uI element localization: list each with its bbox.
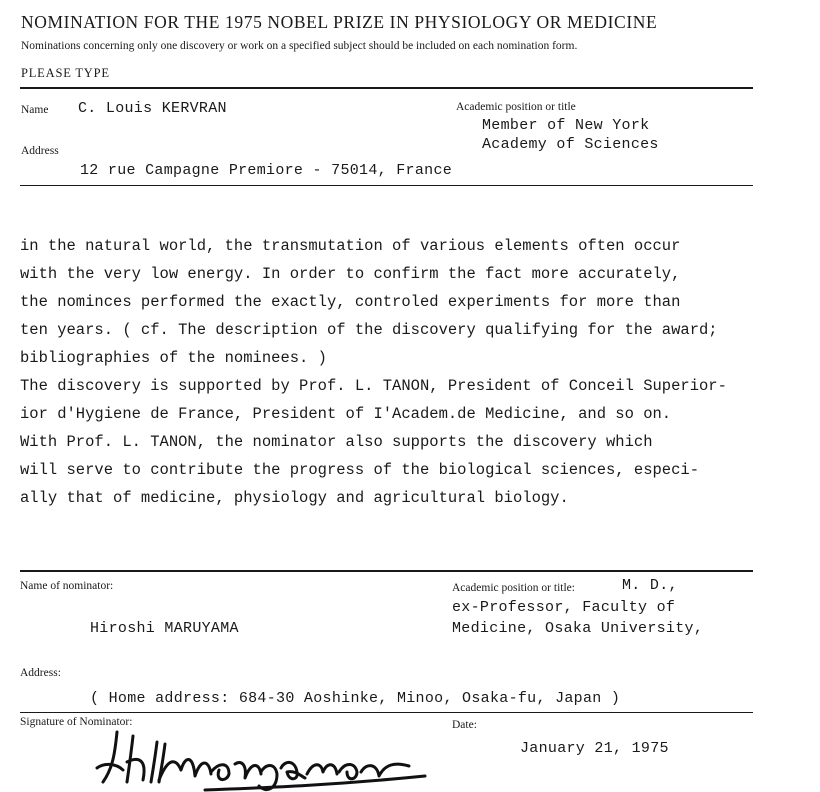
date-label: Date: xyxy=(452,719,477,731)
nominator-name-value: Hiroshi MARUYAMA xyxy=(90,620,239,637)
nominee-address-label: Address xyxy=(21,145,59,157)
description-line: bibliographies of the nominees. ) xyxy=(20,349,327,367)
form-subtitle: Nominations concerning only one discovery or work on a specified subject should be included on each nomination form. xyxy=(21,40,578,52)
nominee-address-rule xyxy=(20,185,753,186)
nominee-address-value: 12 rue Campagne Premiore - 75014, France xyxy=(80,162,453,179)
please-type-label: PLEASE TYPE xyxy=(21,66,110,80)
header-rule xyxy=(20,87,753,89)
description-line: With Prof. L. TANON, the nominator also supports the discovery which xyxy=(20,433,653,451)
description-line: the nominces performed the exactly, controled experiments for more than xyxy=(20,293,681,311)
discovery-description xyxy=(20,232,727,512)
form-title: NOMINATION FOR THE 1975 NOBEL PRIZE IN PHYSIOLOGY OR MEDICINE xyxy=(21,12,658,32)
nominee-position-line-1: Member of New York xyxy=(482,117,650,134)
description-line: will serve to contribute the progress of the biological sciences, especi- xyxy=(20,461,700,479)
description-line: The discovery is supported by Prof. L. TANON, President of Conceil Superior- xyxy=(20,377,727,395)
nominator-name-label: Name of nominator: xyxy=(20,580,114,592)
description-line: ally that of medicine, physiology and agricultural biology. xyxy=(20,489,569,507)
nominator-position-line-2: ex-Professor, Faculty of xyxy=(452,599,676,616)
handwritten-signature xyxy=(95,712,435,792)
nominee-name-value: C. Louis KERVRAN xyxy=(78,100,227,117)
nominator-address-value: ( Home address: 684-30 Aoshinke, Minoo, Osaka-fu, Japan ) xyxy=(90,690,621,707)
nominator-position-line-3: Medicine, Osaka University, xyxy=(452,620,704,637)
date-value: January 21, 1975 xyxy=(520,740,669,757)
nominee-name-label: Name xyxy=(21,104,49,116)
description-line: ten years. ( cf. The description of the discovery qualifying for the award; xyxy=(20,321,718,339)
nominator-position-line-1: M. D., xyxy=(622,577,678,594)
description-line: in the natural world, the transmutation of various elements often occur xyxy=(20,237,681,255)
nominee-position-label: Academic position or title xyxy=(456,101,576,113)
nominee-position-line-2: Academy of Sciences xyxy=(482,136,659,153)
nominator-top-rule xyxy=(20,570,753,572)
nominator-position-label: Academic position or title: xyxy=(452,582,575,594)
nominator-address-label: Address: xyxy=(20,667,61,679)
signature-label: Signature of Nominator: xyxy=(20,716,133,728)
description-line: ior d'Hygiene de France, President of I'Academ.de Medicine, and so on. xyxy=(20,405,672,423)
description-line: with the very low energy. In order to confirm the fact more accurately, xyxy=(20,265,681,283)
